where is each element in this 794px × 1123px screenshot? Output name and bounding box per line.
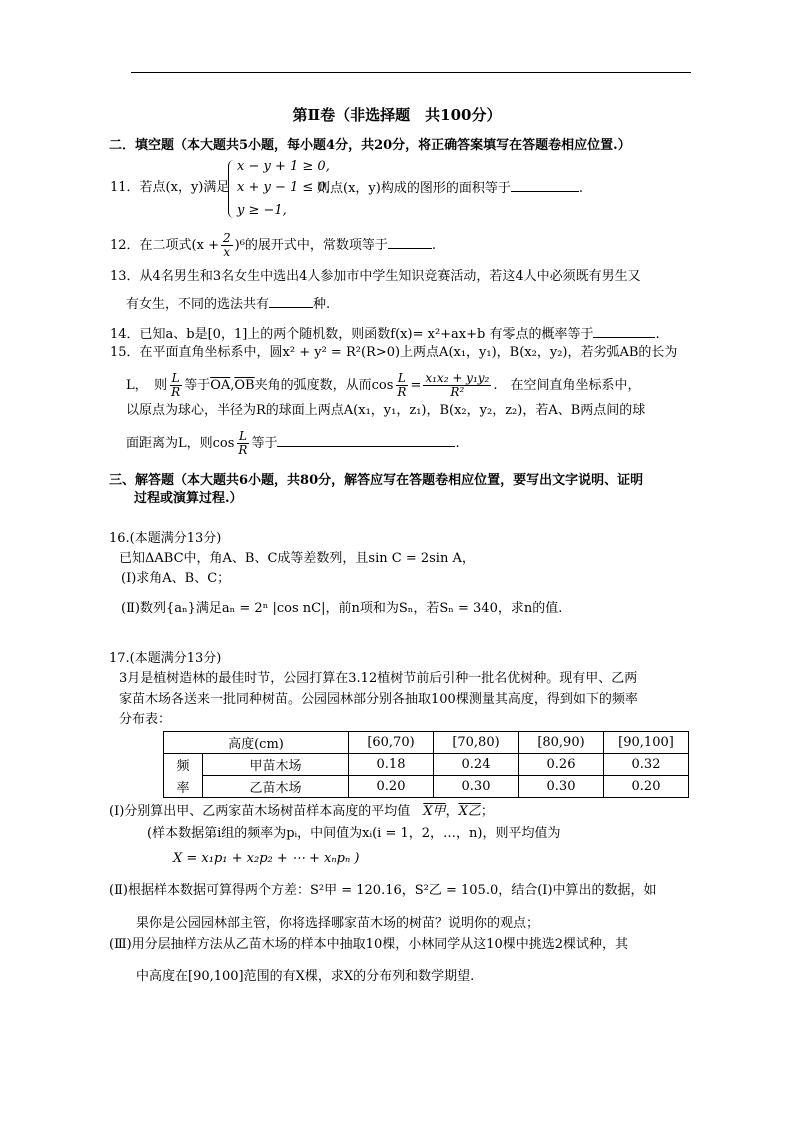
q11-condition-1: x − y + 1 ≥ 0,	[237, 159, 330, 174]
q17-part1-note: (样本数据第i组的频率为pᵢ，中间值为xᵢ(i = 1，2，…，n)，则平均值为	[147, 826, 561, 841]
table-cell: 0.26	[519, 754, 604, 776]
q17-part3-line1: (Ⅲ)用分层抽样方法从乙苗木场的样本中抽取10棵，小林同学从这10棵中挑选2棵试种，其	[109, 937, 629, 952]
q15-line4: 面距离为L，则cos $\frac{L}{R}$ 等于 .	[126, 429, 460, 457]
q17-part1: (Ⅰ)分别算出甲、乙两家苗木场树苗样本高度的平均值 X甲，X乙；	[109, 804, 494, 819]
table-cell: 0.20	[604, 776, 689, 798]
part-title: 第Ⅱ卷（非选择题 共100分）	[292, 106, 502, 124]
q13-line1: 13．从4名男生和3名女生中选出4人参加市中学生知识竞赛活动，若这4人中必须既有男生又	[110, 269, 641, 284]
q16-part2: (Ⅱ)数列{aₙ}满足aₙ = 2ⁿ |cos nC|，前n项和为Sₙ，若Sₙ = 340，求n的值.	[121, 601, 563, 616]
table-group-label: 频	[164, 754, 203, 776]
q16-part1: (Ⅰ)求角A、B、C；	[121, 571, 231, 586]
section3-heading-line2: 过程或演算过程.）	[134, 491, 243, 506]
q16-head: 16.(本题满分13分)	[109, 531, 222, 546]
table-header-row	[164, 732, 689, 754]
q12-fraction: $\frac{2}{x}$	[222, 231, 231, 259]
table-range: [80,90)	[519, 732, 604, 754]
q17-line2: 家苗木场各送来一批同种树苗。公园园林部分别各抽取100棵测量其高度，得到如下的频率	[119, 692, 638, 707]
table-header-label: 高度(cm)	[164, 732, 349, 754]
q11-answer-blank[interactable]	[511, 179, 579, 192]
table-cell: 0.20	[349, 776, 434, 798]
q12: 12．在二项式(x + $\frac{2}{x}$ )⁶的展开式中，常数项等于 .	[110, 231, 437, 259]
table-range: [60,70)	[349, 732, 434, 754]
table-row-name: 甲苗木场	[203, 754, 349, 776]
table-range: [90,100]	[604, 732, 689, 754]
table-group-label: 率	[164, 776, 203, 798]
section2-heading: 二．填空题（本大题共5小题，每小题4分，共20分，将正确答案填写在答题卷相应位置.）	[109, 138, 631, 153]
q17-head: 17.(本题满分13分)	[109, 651, 222, 666]
q11-prefix: 11．若点(x，y)满足	[110, 180, 230, 195]
q15-line1: 15．在平面直角坐标系中，圆x² + y² = R²(R>0)上两点A(x₁，y₁)，B(x₂，y₂)，若劣弧AB的长为	[110, 345, 678, 360]
q17-part2-line2: 果你是公园园林部主管，你将选择哪家苗木场的树苗？说明你的观点；	[136, 916, 540, 931]
table-cell: 0.30	[519, 776, 604, 798]
q17-line1: 3月是植树造林的最佳时节，公园打算在3.12植树节前后引种一批名优树种。现有甲、乙两	[119, 671, 638, 686]
q14: 14．已知a、b是[0，1]上的两个随机数，则函数f(x)= x²+ax+b 有零点的概率等于 .	[110, 327, 660, 342]
q13-line2: 有女生，不同的选法共有 种.	[126, 297, 331, 312]
table-row	[164, 776, 689, 798]
table-row	[164, 754, 689, 776]
q15-answer-blank[interactable]	[277, 434, 455, 447]
q17-line3: 分布表：	[119, 712, 172, 727]
table-cell: 0.30	[434, 776, 519, 798]
q14-answer-blank[interactable]	[593, 325, 655, 338]
q12-answer-blank[interactable]	[388, 236, 432, 249]
q11-brace	[228, 160, 237, 218]
q11-condition-2: x + y − 1 ≤ 0,	[237, 180, 330, 195]
table-range: [70,80)	[434, 732, 519, 754]
section3-heading-line1: 三、解答题（本大题共6小题，共80分，解答应写在答题卷相应位置，要写出文字说明、证明	[109, 473, 644, 488]
q17-part3-line2: 中高度在[90,100]范围的有X棵，求X的分布列和数学期望.	[136, 969, 475, 984]
q16-line1: 已知ΔABC中，角A、B、C成等差数列，且sin C = 2sin A，	[119, 551, 475, 566]
q11-condition-3: y ≥ −1,	[237, 203, 287, 218]
top-rule	[131, 72, 691, 73]
q15-line3: 以原点为球心，半径为R的球面上两点A(x₁，y₁，z₁)，B(x₂，y₂，z₂)，若A、B两点间的球	[126, 403, 646, 418]
frequency-table	[163, 731, 689, 798]
table-cell: 0.32	[604, 754, 689, 776]
q17-part1-formula: X = x₁p₁ + x₂p₂ + ⋯ + xₙpₙ )	[173, 851, 360, 866]
q17-part2-line1: (Ⅱ)根据样本数据可算得两个方差：S²甲 = 120.16，S²乙 = 105.0，结合(Ⅰ)中算出的数据，如	[109, 883, 657, 898]
table-cell: 0.24	[434, 754, 519, 776]
q15-line2: L， 则 $\frac{L}{R}$ 等于$\overline{OA},\overline{OB}$夹角的弧度数，从而cos $\frac{L}{R}$ = $\frac{\text{x₁x₂ + y₁y₂}}{\text{R²}}$ . 在空间直角坐标系中，	[126, 371, 641, 399]
table-cell: 0.18	[349, 754, 434, 776]
table-row-name: 乙苗木场	[203, 776, 349, 798]
q13-answer-blank[interactable]	[269, 295, 313, 308]
q11-suffix: 则点(x，y)构成的图形的面积等于 .	[317, 181, 583, 196]
